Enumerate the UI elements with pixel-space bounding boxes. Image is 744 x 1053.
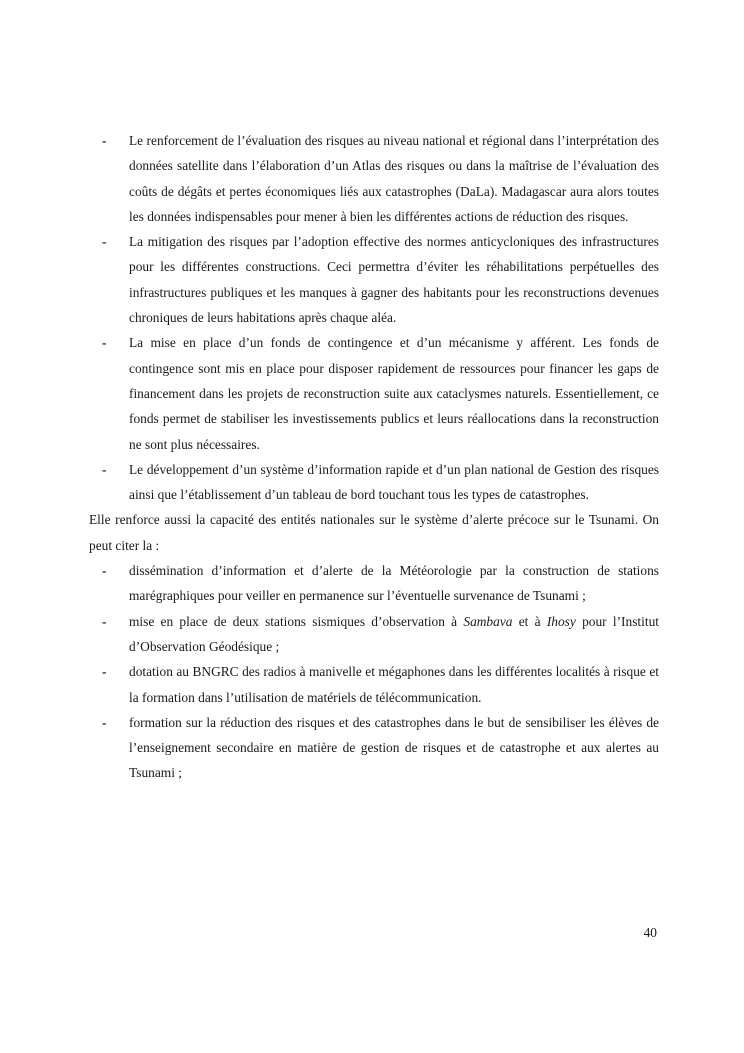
place-name-ihosy: Ihosy [546, 613, 576, 629]
risk-actions-list [89, 128, 659, 507]
list-item: - La mitigation des risques par l’adoption effective des normes anticycloniques des infrastructures pour les différentes constructions. Ceci permettra d’éviter les réhabilitations perpétuelles des infrastructures publiques et les manques à gagner des habitants pour les reconstructions devenues chroniques de leurs habitations après chaque aléa. [89, 229, 659, 330]
item-text-mid: et à [512, 613, 547, 629]
tsunami-paragraph: Elle renforce aussi la capacité des entités nationales sur le système d’alerte précoce sur le Tsunami. On peut citer la : [89, 512, 659, 553]
list-item: - formation sur la réduction des risques et des catastrophes dans le but de sensibiliser les élèves de l’enseignement secondaire en matière de gestion de risques et de catastrophe et aux alertes au Tsunami ; [89, 710, 659, 786]
list-item: - Le développement d’un système d’information rapide et d’un plan national de Gestion des risques ainsi que l’établissement d’un tableau de bord touchant tous les types de catastrophes. [89, 457, 659, 508]
list-item: - dissémination d’information et d’alerte de la Météorologie par la construction de stations marégraphiques pour veiller en permanence sur l’éventuelle survenance de Tsunami ; [89, 558, 659, 609]
item-text-pre: mise en place de deux stations sismiques d’observation à [129, 613, 464, 629]
list-item: - dotation au BNGRC des radios à manivelle et mégaphones dans les différentes localités à risque et la formation dans l’utilisation de matériels de télécommunication. [89, 659, 659, 710]
list-item: - La mise en place d’un fonds de contingence et d’un mécanisme y afférent. Les fonds de contingence sont mis en place pour disposer rapidement de ressources pour financer les gaps de financement dans les projets de reconstruction suite aux cataclysmes naturels. Essentiellement, ce fonds permet de stabiliser les investissements publics et leurs réallocations dans la reconstruction ne sont plus nécessaires. [89, 330, 659, 456]
list-item [89, 609, 659, 660]
item-text-post: pour l’Institut d’Observation Géodésique ; [129, 613, 659, 654]
list-item: - Le renforcement de l’évaluation des risques au niveau national et régional dans l’interprétation des données satellite dans l’élaboration d’un Atlas des risques ou dans la maîtrise de l’évaluation des coûts de dégâts et pertes économiques liés aux catastrophes (DaLa). Madagascar aura alors toutes les données indispensables pour mener à bien les différentes actions de réduction des risques. [89, 128, 659, 229]
page-number: 40 [643, 925, 657, 940]
tsunami-actions-list [89, 558, 659, 786]
place-name-sambava: Sambava [463, 613, 513, 629]
page-body [89, 128, 659, 786]
